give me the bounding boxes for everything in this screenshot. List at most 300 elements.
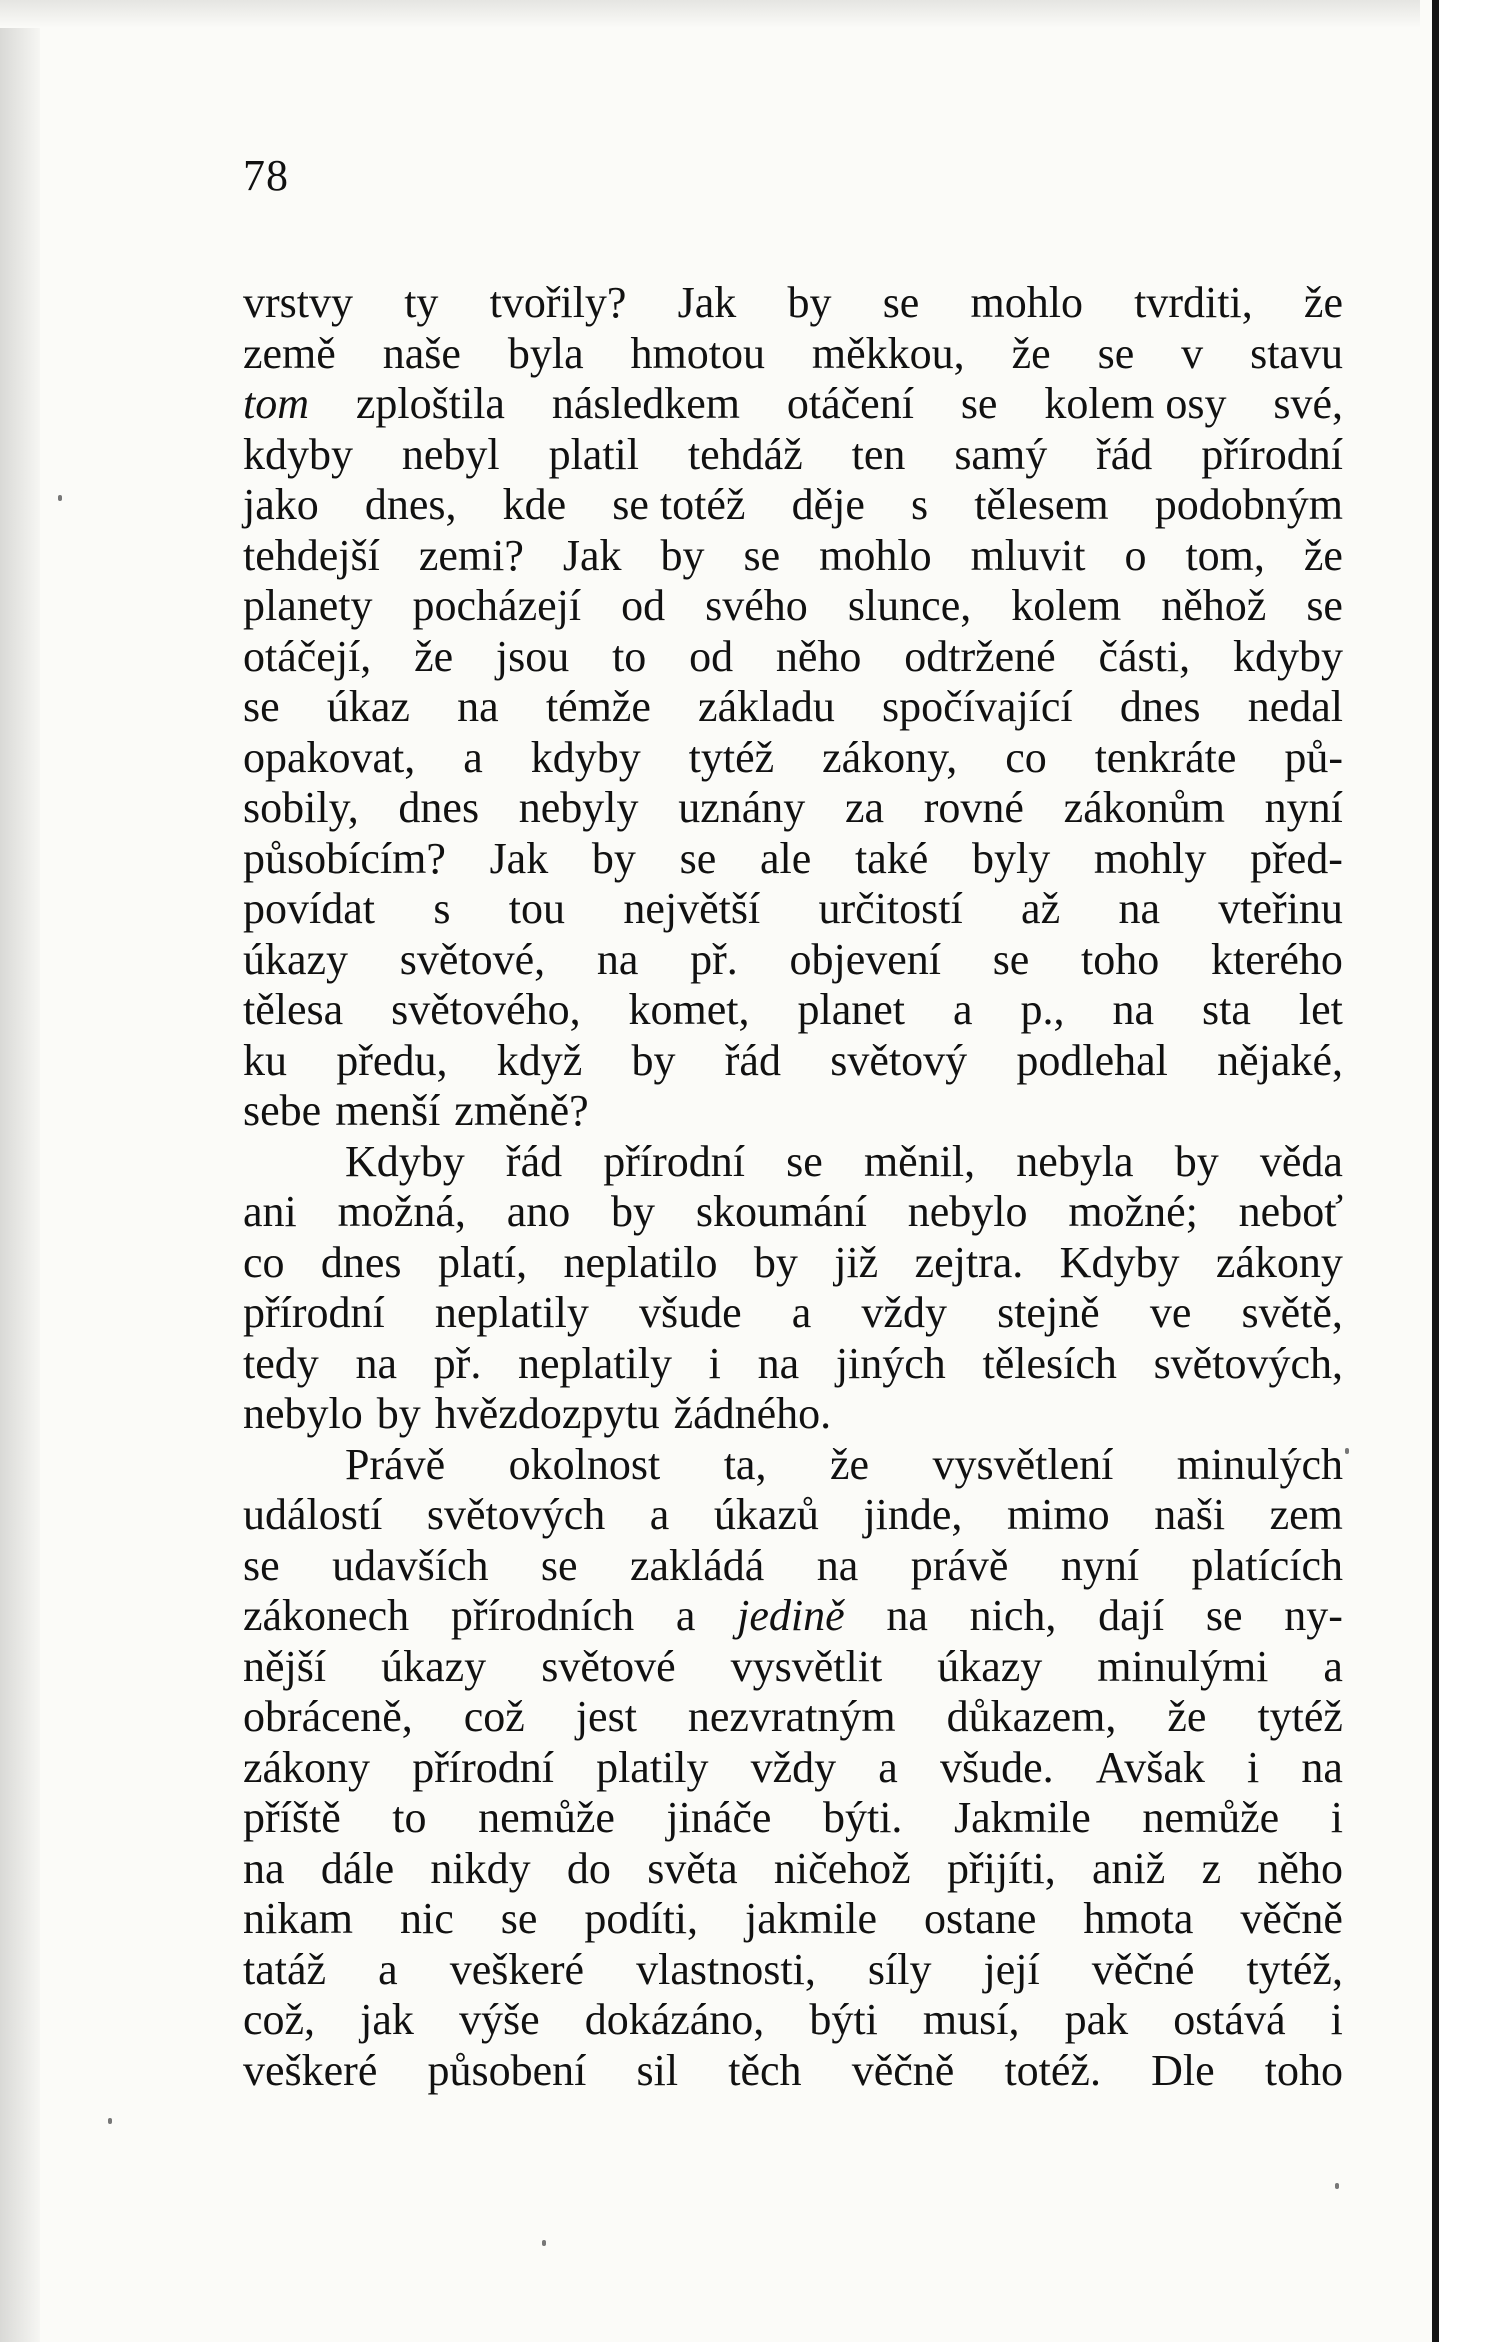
word: povídat: [243, 884, 375, 933]
text-line: [243, 682, 1343, 733]
word: tehdejší: [243, 530, 380, 580]
text-line: [243, 1945, 1343, 1996]
word: sobily,: [243, 783, 359, 832]
text-line: [243, 783, 1343, 834]
text-line: [243, 379, 1343, 430]
word: tytéž: [1257, 1692, 1343, 1741]
word: býti: [809, 1995, 878, 2044]
word: Avšak: [1095, 1742, 1205, 1792]
word: neplatilo: [563, 1237, 718, 1287]
word: že: [414, 631, 454, 681]
word: mohlo: [970, 278, 1083, 327]
word: se: [743, 530, 781, 580]
text-line: [243, 278, 1343, 329]
word: i: [708, 1338, 721, 1388]
word: země: [243, 328, 336, 378]
word: základu: [698, 682, 835, 731]
word: ny-: [1284, 1591, 1343, 1640]
word: se: [1205, 1591, 1243, 1640]
word: na: [1301, 1742, 1343, 1792]
word: i: [1247, 1742, 1260, 1792]
word: podíti,: [584, 1894, 699, 1943]
word: mluvit: [970, 530, 1086, 580]
word: platí,: [437, 1237, 528, 1287]
scan-speck: [108, 2118, 112, 2124]
word: co: [243, 1237, 285, 1287]
word: tenkráte: [1094, 732, 1237, 782]
word: nyní: [1264, 783, 1343, 832]
text-line: [243, 632, 1343, 683]
word: ve: [1149, 1288, 1192, 1337]
word: jsou: [495, 631, 570, 681]
word: veškeré: [243, 2045, 378, 2095]
word: byly: [971, 833, 1051, 883]
word: nic: [399, 1894, 454, 1943]
word: s: [433, 884, 451, 933]
word: odtržené: [904, 631, 1056, 681]
word: působícím?: [243, 833, 446, 883]
word: všude: [638, 1288, 742, 1337]
word: něho: [1257, 1843, 1343, 1893]
text-line: [243, 1894, 1343, 1945]
word: Jakmile: [953, 1793, 1091, 1842]
word: kdyby: [530, 732, 641, 782]
word: nich,: [969, 1591, 1057, 1640]
word: okolnost: [508, 1439, 661, 1489]
word: ostává: [1173, 1995, 1286, 2044]
word: hvězdozpytu: [434, 1389, 660, 1438]
word: nější: [243, 1641, 327, 1691]
word: když: [496, 1035, 583, 1085]
word: působení: [427, 2045, 587, 2095]
text-line: [243, 2046, 1343, 2097]
word: největší: [623, 884, 761, 933]
word: stejně: [997, 1288, 1100, 1337]
word: kdyby: [1232, 631, 1343, 681]
word: jiných: [835, 1338, 946, 1388]
word: své,: [1273, 379, 1343, 428]
word: mohlo: [819, 530, 932, 580]
word: Jak: [677, 278, 737, 327]
word: ten: [851, 429, 906, 479]
text-line: [243, 1389, 1343, 1440]
word: vlastnosti,: [636, 1944, 816, 1994]
word: dále: [320, 1843, 395, 1893]
word: něhož: [1161, 581, 1267, 630]
word: příště: [243, 1793, 341, 1842]
word: Dle: [1151, 2045, 1215, 2095]
word: věčně: [851, 2045, 955, 2095]
word: vždy: [750, 1742, 837, 1792]
text-line: [243, 1844, 1343, 1895]
word: světových,: [1153, 1338, 1343, 1388]
word: dokázáno,: [584, 1995, 765, 2044]
word: a: [675, 1591, 696, 1640]
word: její: [983, 1944, 1040, 1994]
word: neplatily: [434, 1288, 589, 1337]
word: jináče: [666, 1793, 772, 1842]
word: sta: [1202, 985, 1251, 1034]
word: přírodní: [243, 1288, 385, 1337]
word: zemi?: [418, 530, 524, 580]
word: nemůže: [1142, 1793, 1280, 1842]
word: vysvětlení: [932, 1439, 1114, 1489]
word: jako: [243, 480, 319, 529]
word: se: [1097, 328, 1135, 378]
word: jak: [360, 1995, 414, 2044]
word: co: [1005, 732, 1047, 782]
word: z: [1201, 1843, 1222, 1893]
word: zákony: [1215, 1237, 1343, 1287]
word: ani: [243, 1187, 297, 1236]
word: vysvětlit: [730, 1641, 883, 1691]
word: toho: [1081, 934, 1160, 984]
word: zploštila: [355, 379, 505, 428]
word: býti.: [822, 1793, 903, 1842]
word: naše: [382, 328, 461, 378]
word: předu,: [336, 1035, 448, 1085]
page-number: 78: [243, 151, 289, 200]
word: událostí: [243, 1490, 383, 1539]
word: síly: [867, 1944, 932, 1994]
word: se: [992, 934, 1030, 984]
word: těch: [728, 2045, 802, 2095]
word: to: [612, 631, 647, 681]
word: slunce,: [847, 581, 972, 630]
word: úkazy: [937, 1641, 1043, 1691]
word: na: [243, 1843, 285, 1893]
word: dnes: [398, 783, 480, 832]
word: určitostí: [818, 884, 963, 933]
word: měkkou,: [811, 328, 965, 378]
text-line: [243, 1793, 1343, 1844]
word: děje: [791, 480, 865, 529]
word: že: [1303, 278, 1343, 327]
word: se totéž: [612, 480, 746, 529]
word: a: [878, 1742, 898, 1792]
text-line: [243, 1086, 1343, 1137]
word: témže: [545, 682, 651, 731]
word: se: [679, 833, 717, 883]
word: se: [960, 379, 998, 428]
word: výše: [458, 1995, 540, 2044]
word: kolem osy: [1044, 379, 1227, 428]
word: se: [243, 682, 280, 731]
word: dnes,: [364, 480, 457, 529]
word: kde: [502, 480, 567, 529]
word: by: [611, 1187, 656, 1236]
word: menší: [335, 1086, 441, 1135]
word: na: [757, 1338, 800, 1388]
text-line: [243, 834, 1343, 885]
word: i: [1330, 1995, 1343, 2044]
word: tehdáž: [687, 429, 803, 479]
word: let: [1298, 985, 1343, 1034]
word: nebylo: [243, 1389, 363, 1438]
word: nějaké,: [1217, 1035, 1343, 1085]
word: řád: [1096, 429, 1153, 479]
word: tedy: [243, 1338, 319, 1388]
page-top-edge: [0, 0, 1420, 28]
right-margin: [1439, 0, 1490, 2342]
scan-speck: [542, 2240, 546, 2246]
word: se: [243, 1540, 280, 1590]
word: tom: [243, 379, 309, 428]
word: opakovat,: [243, 732, 416, 782]
word: se: [540, 1540, 578, 1590]
word: př.: [690, 934, 738, 984]
word: před-: [1250, 833, 1343, 883]
word: ty: [404, 278, 439, 327]
word: přírodních: [450, 1591, 635, 1640]
word: hmota: [1083, 1894, 1194, 1943]
word: jedině: [737, 1591, 845, 1640]
text-line: [243, 1288, 1343, 1339]
word: zákony: [243, 1742, 371, 1792]
word: by: [631, 1035, 676, 1085]
word: tvořily?: [489, 278, 627, 327]
word: úkaz: [326, 682, 410, 731]
text-line: [243, 1743, 1343, 1794]
text-line: [243, 581, 1343, 632]
word: nikdy: [430, 1843, 531, 1893]
word: od: [689, 631, 734, 681]
word: uznány: [678, 783, 806, 832]
word: a: [953, 985, 973, 1034]
word: se: [1306, 581, 1343, 630]
word: přírodní: [412, 1742, 554, 1792]
word: kdyby: [243, 429, 353, 479]
word: pak: [1064, 1995, 1129, 2044]
word: světě,: [1241, 1288, 1343, 1337]
word: sil: [636, 2045, 679, 2095]
word: př.: [433, 1338, 482, 1388]
word: ostane: [923, 1894, 1037, 1943]
word: veškeré: [449, 1944, 585, 1994]
word: a: [1323, 1641, 1343, 1691]
word: tvrditi,: [1134, 278, 1253, 327]
word: jakmile: [745, 1894, 877, 1943]
word: a: [649, 1490, 670, 1539]
word: planet: [797, 985, 906, 1034]
word: věda: [1259, 1136, 1343, 1186]
word: řád: [724, 1035, 781, 1085]
word: planety: [243, 581, 373, 630]
word: tělesích: [982, 1338, 1117, 1388]
word: sebe: [243, 1086, 322, 1135]
word: úkazy: [243, 934, 349, 984]
word: nemůže: [478, 1793, 615, 1842]
word: že: [1303, 530, 1343, 580]
word: nedal: [1247, 682, 1343, 731]
word: p.,: [1020, 985, 1065, 1034]
word: komet,: [628, 985, 750, 1034]
word: světové,: [399, 934, 546, 984]
word: že: [1011, 328, 1051, 378]
word: ale: [759, 833, 812, 883]
word: s: [910, 480, 929, 529]
word: podobným: [1154, 480, 1343, 529]
word: otáčejí,: [243, 631, 372, 681]
word: zákonech: [243, 1591, 410, 1640]
text-line: [243, 1238, 1343, 1289]
word: od: [621, 581, 666, 630]
word: dnes: [320, 1237, 402, 1287]
word: něho: [775, 631, 862, 681]
word: byla: [507, 328, 584, 378]
word: totéž.: [1004, 2045, 1101, 2095]
word: části,: [1098, 631, 1191, 681]
word: věčné: [1091, 1944, 1195, 1994]
word: tou: [508, 884, 565, 933]
word: také: [854, 833, 929, 883]
word: objevení: [789, 934, 941, 984]
word: světové: [541, 1641, 676, 1691]
word: řád: [505, 1136, 563, 1186]
text-line: [243, 1642, 1343, 1693]
word: tom,: [1185, 530, 1265, 580]
word: již: [834, 1237, 879, 1287]
text-line: [243, 1591, 1343, 1642]
word: ničehož: [773, 1843, 911, 1893]
word: ta,: [723, 1439, 767, 1489]
word: neplatily: [518, 1338, 672, 1388]
word: platil: [548, 429, 640, 479]
text-line: [243, 733, 1343, 784]
word: do: [566, 1843, 611, 1893]
scan-speck: [1345, 1448, 1349, 1454]
text-line: [243, 1541, 1343, 1592]
word: že: [1167, 1692, 1207, 1741]
text-line: [243, 531, 1343, 582]
page-gutter-shadow: [0, 0, 40, 2342]
word: Jak: [562, 530, 622, 580]
word: naši: [1154, 1490, 1226, 1539]
word: samý: [954, 429, 1048, 479]
word: se: [786, 1136, 823, 1186]
word: ano: [506, 1187, 571, 1236]
text-line: [243, 1995, 1343, 2046]
text-line: [243, 430, 1343, 481]
word: udavších: [332, 1540, 489, 1590]
word: věčně: [1240, 1894, 1343, 1943]
word: zejtra.: [914, 1237, 1024, 1287]
word: kterého: [1210, 934, 1343, 984]
word: se: [500, 1894, 538, 1943]
word: tělesa: [243, 985, 344, 1034]
word: světových: [426, 1490, 606, 1539]
word: na: [816, 1540, 859, 1590]
word: zem: [1269, 1490, 1343, 1539]
word: a: [378, 1944, 398, 1994]
word: by: [753, 1237, 798, 1287]
word: dají: [1098, 1591, 1165, 1640]
word: neboť: [1238, 1187, 1343, 1236]
text-line: [243, 329, 1343, 380]
word: nyní: [1060, 1540, 1140, 1590]
word: minulých: [1176, 1439, 1343, 1489]
word: měnil,: [863, 1136, 976, 1186]
text-line: [243, 1137, 1343, 1188]
word: podlehal: [1016, 1035, 1168, 1085]
word: na: [1112, 985, 1155, 1034]
word: tělesem: [974, 480, 1109, 529]
word: Jak: [489, 833, 549, 883]
word: světového,: [391, 985, 581, 1034]
word: vrstvy: [243, 278, 353, 327]
word: platily: [596, 1742, 709, 1792]
word: přírodní: [603, 1136, 746, 1186]
word: vždy: [861, 1288, 947, 1337]
body-text: [243, 278, 1343, 2096]
text-line: [243, 1339, 1343, 1390]
word: za: [845, 783, 885, 832]
word: nezvratným: [687, 1692, 896, 1741]
word: přírodní: [1201, 429, 1343, 479]
text-line: [243, 884, 1343, 935]
text-line: [243, 1440, 1343, 1491]
word: nebyla: [1016, 1136, 1134, 1186]
word: Právě: [345, 1439, 446, 1489]
word: mohly: [1093, 833, 1207, 883]
word: na: [886, 1591, 928, 1640]
word: což: [463, 1692, 525, 1741]
word: následkem: [551, 379, 741, 428]
word: Kdyby: [345, 1136, 465, 1186]
word: se: [882, 278, 920, 327]
scan-speck: [58, 495, 62, 501]
word: stavu: [1250, 328, 1343, 378]
word: tatáž: [243, 1944, 327, 1994]
word: platících: [1191, 1540, 1343, 1590]
text-line: [243, 935, 1343, 986]
word: hmotou: [630, 328, 765, 378]
word: úkazy: [381, 1641, 487, 1691]
word: důkazem,: [946, 1692, 1117, 1741]
word: to: [392, 1793, 427, 1842]
word: nebylo: [907, 1187, 1028, 1236]
word: jest: [575, 1692, 637, 1741]
word: možné;: [1068, 1187, 1198, 1236]
word: na: [457, 682, 499, 731]
word: by: [1174, 1136, 1219, 1186]
text-line: [243, 985, 1343, 1036]
word: otáčení: [786, 379, 914, 428]
word: dnes: [1119, 682, 1201, 731]
word: obráceně,: [243, 1692, 413, 1741]
word: až: [1021, 884, 1061, 933]
word: úkazů: [713, 1490, 819, 1539]
word: právě: [910, 1540, 1009, 1590]
word: aniž: [1092, 1843, 1166, 1893]
word: na: [596, 934, 639, 984]
word: nebyly: [518, 783, 639, 832]
word: minulými: [1097, 1641, 1269, 1691]
text-line: [243, 1036, 1343, 1087]
word: vteřinu: [1218, 884, 1343, 933]
word: mimo: [1006, 1490, 1110, 1539]
word: na: [355, 1338, 397, 1388]
word: a: [791, 1288, 812, 1337]
word: musí,: [922, 1995, 1020, 2044]
word: svého: [705, 581, 808, 630]
word: v: [1181, 328, 1204, 378]
word: by: [787, 278, 832, 327]
word: na: [1118, 884, 1160, 933]
text-line: [243, 1187, 1343, 1238]
word: nikam: [243, 1894, 353, 1943]
scan-speck: [1335, 2183, 1339, 2189]
